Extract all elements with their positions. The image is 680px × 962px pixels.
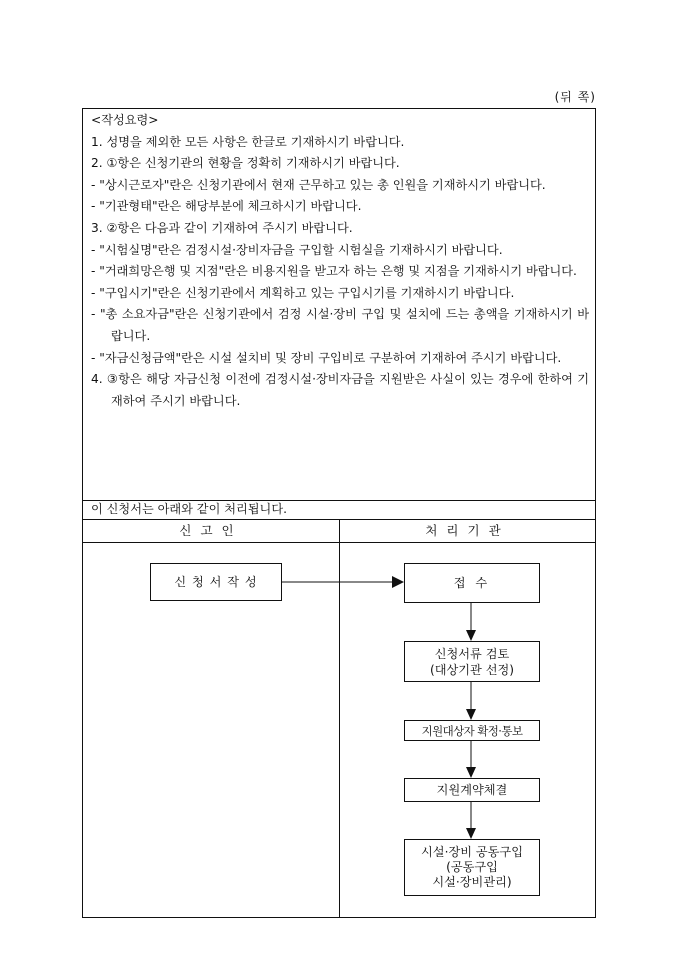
processing-notice: 이 신청서는 아래와 같이 처리됩니다. [91,502,287,516]
flow-step-label: 신청서류 검토 (대상기관 선정) [429,646,515,677]
instruction-sub-org-type: - "기관형태"란은 해당부분에 체크하시기 바랍니다. [91,199,362,214]
instruction-item-2: 2. ①항은 신청기관의 현황을 정확히 기재하시기 바랍니다. [91,156,400,171]
flow-step-joint-purchase [404,839,540,896]
instruction-sub-requested-amount: - "자금신청금액"란은 시설 설치비 및 장비 구입비로 구분하여 기재하여 주시기 바랍니다. [91,350,562,365]
flow-step-recipient-confirmation [404,720,540,741]
instruction-sub-purchase-time: - "구입시기"란은 신청기관에서 계획하고 있는 구입시기를 기재하시기 바랍니다. [91,285,515,300]
instruction-item-4: 4. ③항은 해당 자금신청 이전에 검정시설·장비자금을 지원받은 사실이 있는 경우에 한하여 기재하여 주시기 바랍니다. [91,372,589,408]
instructions-title: <작성요령> [91,113,159,127]
page-side-label: (뒤 쪽) [554,90,596,104]
flow-step-label: 신 청 서 작 성 [174,575,258,589]
flow-step-label: 접 수 [453,576,491,590]
column-divider [339,543,340,917]
instruction-sub-total-fund: - "총 소요자금"란은 신청기관에서 검정 시설·장비 구입 및 설치에 드는 총액을 기재하시기 바랍니다. [91,307,589,343]
flow-step-label: 지원계약체결 [436,783,508,797]
instruction-item-1: 1. 성명을 제외한 모든 사항은 한글로 기재하시기 바랍니다. [91,134,405,149]
instruction-sub-workers: - "상시근로자"란은 신청기관에서 현재 근무하고 있는 총 인원을 기재하시기 바랍니다. [91,177,546,192]
flow-step-support-contract [404,778,540,802]
instructions-section [83,109,595,501]
instruction-sub-lab-name: - "시험실명"란은 검정시설·장비자금을 구입할 시험실을 기재하시기 바랍니다. [91,242,503,257]
instruction-sub-bank: - "거래희망은행 및 지점"란은 비용지원을 받고자 하는 은행 및 지점을 기재하시기 바랍니다. [91,264,577,279]
instruction-item-3: 3. ②항은 다음과 같이 기재하여 주시기 바랍니다. [91,220,353,235]
flow-step-application-writing [150,563,282,601]
flow-step-receipt [404,563,540,603]
column-header-applicant: 신고인 [83,519,339,543]
flow-step-document-review [404,641,540,682]
flow-step-label: 시설·장비 공동구입 (공동구입 시설·장비관리) [421,845,523,889]
column-header-processing-agency: 처리기관 [339,519,595,543]
flow-step-label: 지원대상자 확정·통보 [421,723,523,738]
